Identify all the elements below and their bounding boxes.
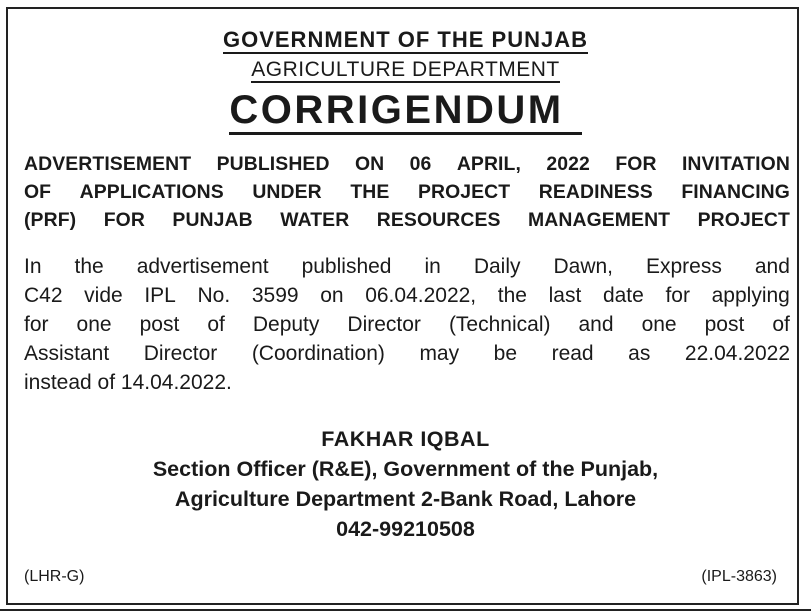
word: APPLICATIONS bbox=[79, 181, 224, 203]
word: of bbox=[772, 313, 790, 336]
word: as bbox=[628, 342, 651, 365]
headline-line-2 bbox=[24, 178, 790, 206]
word: Assistant bbox=[24, 342, 110, 365]
word: 2022 bbox=[546, 153, 590, 175]
word: INVITATION bbox=[681, 153, 790, 175]
signatory-block bbox=[0, 424, 811, 544]
word: In bbox=[24, 255, 42, 278]
department-heading-text: AGRICULTURE DEPARTMENT bbox=[251, 58, 560, 81]
ipl-reference: (IPL-3863) bbox=[701, 568, 777, 585]
word: No. bbox=[197, 284, 231, 307]
word: PUNJAB bbox=[172, 209, 253, 231]
word: vide bbox=[84, 284, 123, 307]
word: MANAGEMENT bbox=[528, 209, 671, 231]
word: FOR bbox=[103, 209, 145, 231]
government-heading-text: GOVERNMENT OF THE PUNJAB bbox=[222, 27, 589, 52]
notice-headline bbox=[24, 150, 790, 234]
notice-title bbox=[0, 88, 811, 133]
word: Dawn, bbox=[553, 255, 614, 278]
word: APRIL, bbox=[456, 153, 521, 175]
word: UNDER bbox=[252, 181, 322, 203]
body-line-3 bbox=[24, 310, 790, 339]
signatory-phone: 042-99210508 bbox=[336, 517, 475, 541]
word: one bbox=[641, 313, 677, 336]
word: published bbox=[301, 255, 392, 278]
word: the bbox=[74, 255, 104, 278]
word: Deputy bbox=[252, 313, 320, 336]
word: (Coordination) bbox=[251, 342, 385, 365]
word: ON bbox=[354, 153, 385, 175]
regional-code: (LHR-G) bbox=[24, 568, 85, 585]
headline-line-3 bbox=[24, 206, 790, 234]
word: in bbox=[424, 255, 441, 278]
word: READINESS bbox=[538, 181, 653, 203]
word: applying bbox=[711, 284, 790, 307]
word: Director bbox=[143, 342, 218, 365]
word: THE bbox=[350, 181, 390, 203]
word: for bbox=[24, 313, 49, 336]
body-line-2 bbox=[24, 281, 790, 310]
word: 22.04.2022 bbox=[684, 342, 790, 365]
word: the bbox=[497, 284, 527, 307]
body-line-1 bbox=[24, 252, 790, 281]
word: FINANCING bbox=[681, 181, 790, 203]
signatory-designation: Section Officer (R&E), Government of the Punjab, bbox=[152, 457, 659, 481]
word: date bbox=[602, 284, 644, 307]
bottom-rule bbox=[0, 609, 811, 611]
word: PROJECT bbox=[417, 181, 511, 203]
word: post bbox=[139, 313, 180, 336]
signatory-address: Agriculture Department 2-Bank Road, Lahore bbox=[174, 487, 637, 511]
word: C42 bbox=[24, 284, 63, 307]
word: advertisement bbox=[136, 255, 269, 278]
notice-body bbox=[24, 252, 790, 397]
department-heading bbox=[0, 58, 811, 82]
word: IPL bbox=[144, 284, 176, 307]
word: FOR bbox=[615, 153, 657, 175]
word: and bbox=[754, 255, 790, 278]
word: Director bbox=[347, 313, 421, 336]
notice-title-text: CORRIGENDUM bbox=[229, 88, 581, 135]
word: be bbox=[493, 342, 518, 365]
word: for bbox=[665, 284, 690, 307]
government-heading bbox=[0, 27, 811, 53]
headline-line-1 bbox=[24, 150, 790, 178]
word: 06 bbox=[409, 153, 432, 175]
word: ADVERTISEMENT bbox=[24, 153, 192, 175]
word: last bbox=[548, 284, 582, 307]
word: one bbox=[76, 313, 112, 336]
word: and bbox=[578, 313, 614, 336]
body-line-5: instead of 14.04.2022. bbox=[24, 371, 232, 394]
word: on bbox=[320, 284, 344, 307]
word: WATER bbox=[280, 209, 350, 231]
word: Express bbox=[646, 255, 722, 278]
word: Daily bbox=[473, 255, 521, 278]
word: PROJECT bbox=[697, 209, 790, 231]
word: OF bbox=[24, 181, 52, 203]
signatory-name: FAKHAR IQBAL bbox=[321, 427, 490, 451]
word: 06.04.2022, bbox=[365, 284, 477, 307]
body-line-4 bbox=[24, 339, 790, 368]
word: post bbox=[704, 313, 745, 336]
word: (PRF) bbox=[24, 209, 77, 231]
word: read bbox=[551, 342, 594, 365]
word: 3599 bbox=[251, 284, 299, 307]
word: PUBLISHED bbox=[216, 153, 330, 175]
word: (Technical) bbox=[448, 313, 551, 336]
word: may bbox=[419, 342, 460, 365]
word: of bbox=[207, 313, 225, 336]
word: RESOURCES bbox=[376, 209, 501, 231]
